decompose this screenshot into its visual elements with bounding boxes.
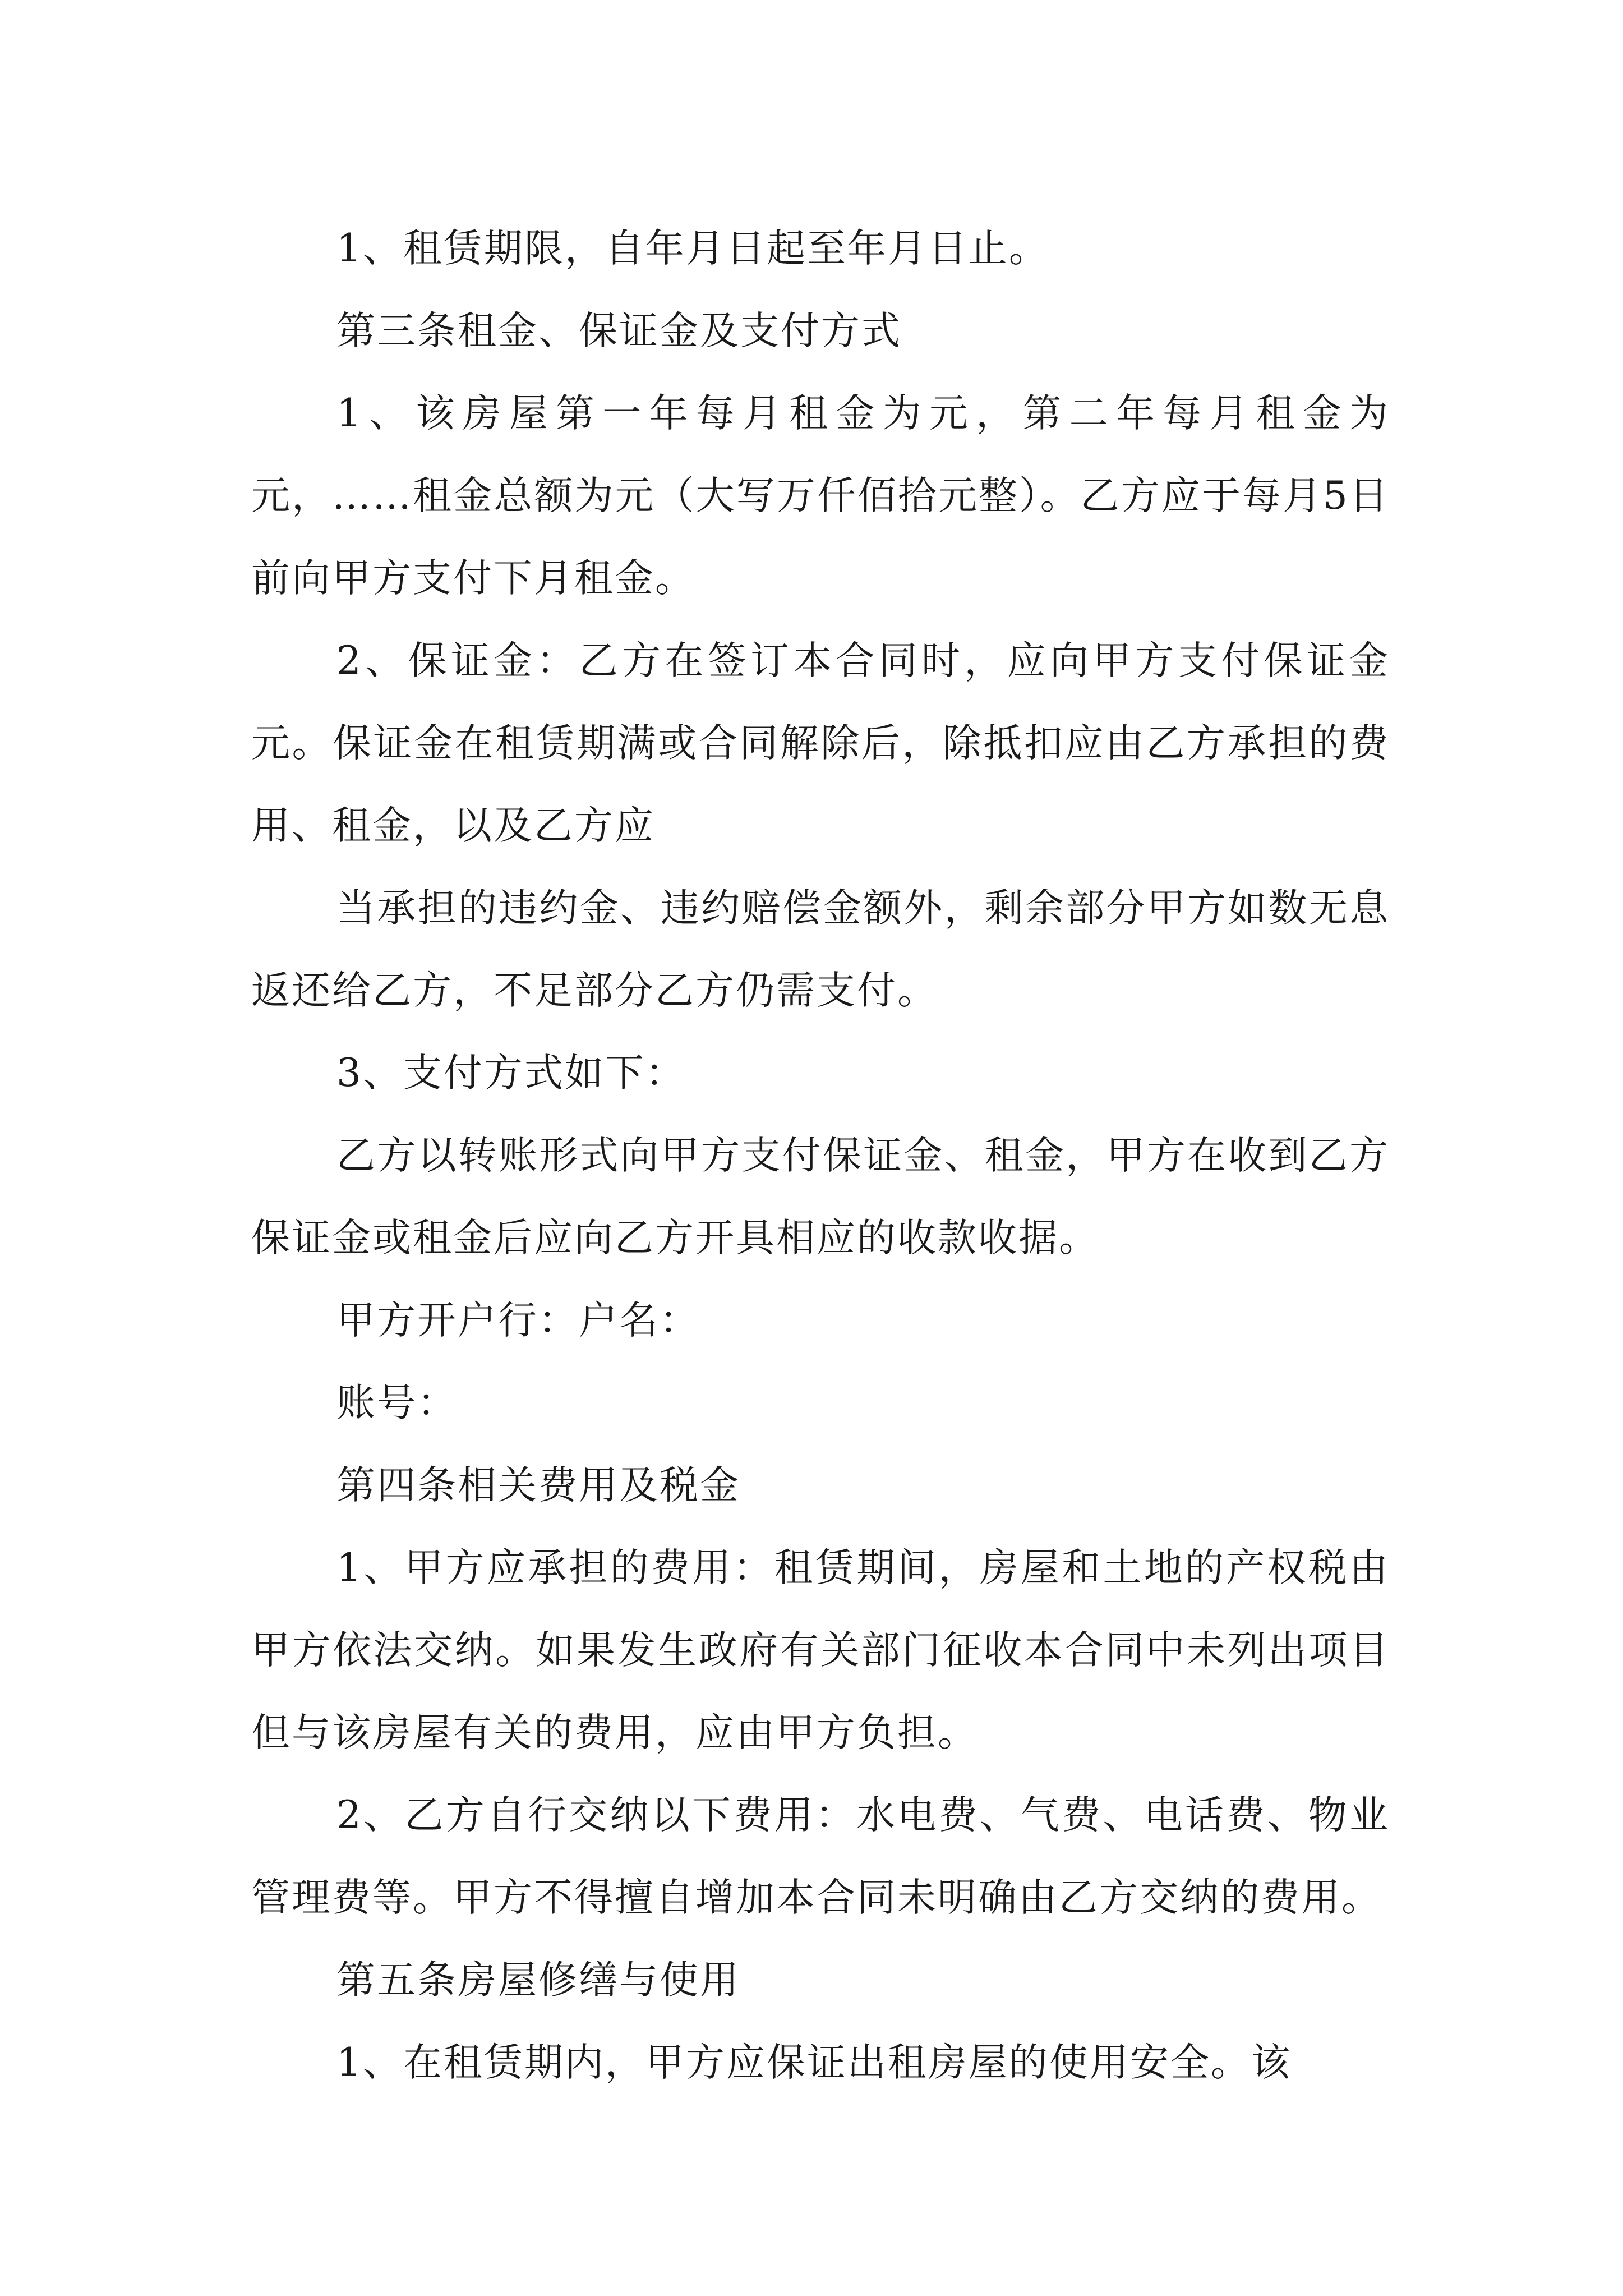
heading-article-5: 第五条房屋修缮与使用 [336,1958,740,2003]
paragraph-repair-use: 1、在租赁期内，甲方应保证出租房屋的使用安全。该 [336,2040,1292,2085]
paragraph-deposit: 2、保证金：乙方在签订本合同时，应向甲方支付保证金元。保证金在租赁期满或合同解除后，除抵扣应由乙方承担的费用、租金，以及乙方应 [251,638,1390,848]
paragraph-lease-term: 1、租赁期限，自年月日起至年月日止。 [336,226,1049,271]
paragraph-payment-method: 3、支付方式如下： [336,1051,686,1096]
paragraph-party-b-fees: 2、乙方自行交纳以下费用：水电费、气费、电话费、物业管理费等。甲方不得擅自增加本合同未明确由乙方交纳的费用。 [251,1793,1390,1920]
paragraph-deposit-continued: 当承担的违约金、违约赔偿金额外，剩余部分甲方如数无息返还给乙方，不足部分乙方仍需支付。 [251,886,1390,1013]
heading-article-3: 第三条租金、保证金及支付方式 [336,309,902,353]
heading-article-4: 第四条相关费用及税金 [336,1463,740,1508]
document-body [251,208,1390,2104]
paragraph-account-number: 账号： [336,1381,458,1425]
paragraph-transfer: 乙方以转账形式向甲方支付保证金、租金，甲方在收到乙方保证金或租金后应向乙方开具相应的收款收据。 [251,1133,1390,1260]
paragraph-bank-info: 甲方开户行：户名： [336,1298,700,1343]
paragraph-rent: 1、该房屋第一年每月租金为元，第二年每月租金为元，……租金总额为元（大写万仟佰拾元整）。乙方应于每月5日前向甲方支付下月租金。 [251,391,1390,601]
paragraph-party-a-fees: 1、甲方应承担的费用：租赁期间，房屋和土地的产权税由甲方依法交纳。如果发生政府有关部门征收本合同中未列出项目但与该房屋有关的费用，应由甲方负担。 [251,1545,1390,1755]
